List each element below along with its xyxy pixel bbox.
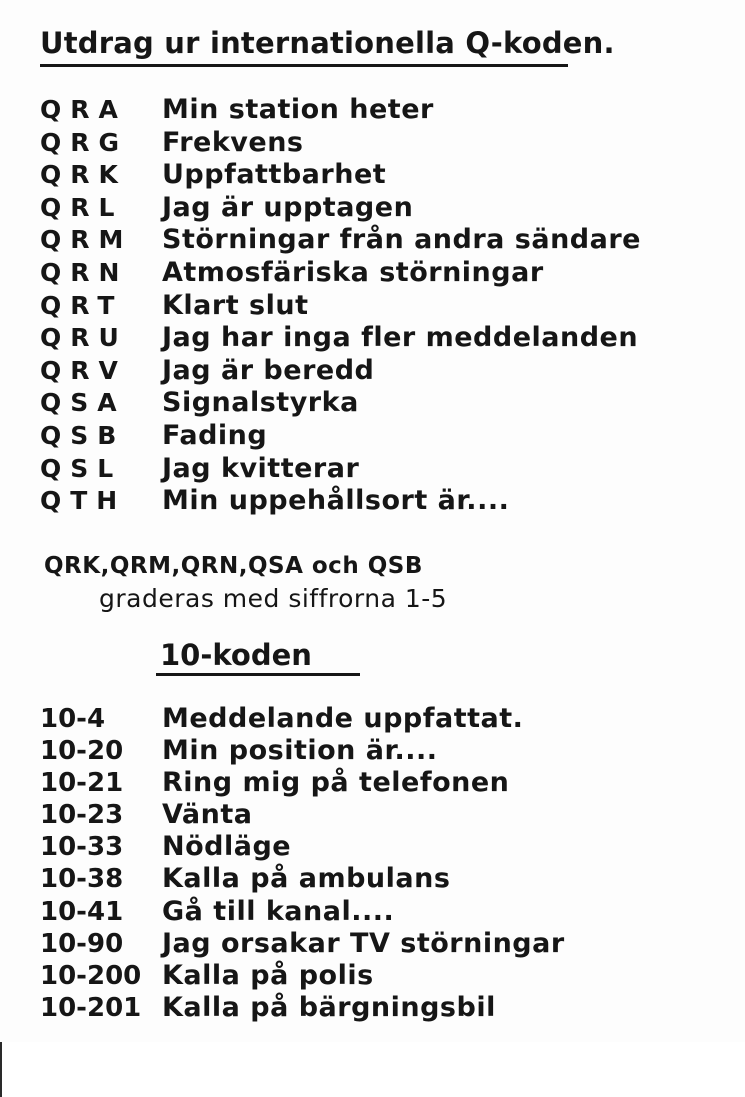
q-code-meaning: Jag är upptagen [162, 191, 414, 223]
ten-code: 10-200 [40, 960, 142, 991]
title-underline [40, 64, 568, 67]
q-code-meaning: Frekvens [162, 126, 304, 158]
ten-code-row [40, 992, 720, 1024]
q-code-meaning: Atmosfäriska störningar [162, 256, 544, 288]
q-code-row [40, 290, 720, 323]
q-code-row [40, 485, 720, 518]
q-code: QRL [40, 192, 124, 222]
ten-code-title-underline [156, 673, 360, 676]
q-code-meaning: Störningar från andra sändare [162, 224, 641, 256]
q-code-row [40, 159, 720, 192]
ten-code-row [40, 767, 720, 799]
q-code-list [40, 94, 720, 518]
q-code-row [40, 94, 720, 127]
ten-code-meaning: Min position är.... [162, 735, 438, 767]
q-code-meaning: Min uppehållsort är.... [162, 485, 510, 517]
q-code-meaning: Jag kvitterar [162, 452, 360, 484]
q-code-meaning: Fading [162, 419, 268, 451]
ten-code-row [40, 928, 720, 960]
q-code: QRM [40, 225, 133, 255]
q-code-meaning: Jag är beredd [162, 354, 375, 386]
q-code-meaning: Uppfattbarhet [162, 159, 387, 191]
q-code-meaning: Jag har inga fler meddelanden [162, 322, 639, 354]
q-code-row [40, 355, 720, 388]
q-code: QRU [40, 323, 128, 353]
ten-code-meaning: Nödläge [162, 831, 292, 863]
ten-code-row [40, 703, 720, 735]
q-code: QSA [40, 388, 126, 418]
ten-code-row [40, 960, 720, 992]
ten-code-meaning: Kalla på ambulans [162, 863, 451, 895]
ten-code: 10-38 [40, 864, 124, 895]
ten-code: 10-41 [40, 896, 124, 927]
ten-code-meaning: Kalla på polis [162, 959, 374, 991]
grading-note-codes: QRK,QRM,QRN,QSA och QSB [44, 553, 423, 579]
q-code-row [40, 192, 720, 225]
ten-code: 10-23 [40, 800, 124, 831]
q-code: QRK [40, 160, 127, 190]
ten-code-meaning: Jag orsakar TV störningar [162, 927, 565, 959]
q-code-row [40, 224, 720, 257]
q-code: QRT [40, 290, 124, 320]
q-code: QRV [40, 355, 127, 385]
q-code: QRN [40, 257, 129, 287]
ten-code-row [40, 896, 720, 928]
ten-code: 10-201 [40, 992, 142, 1023]
grading-note-text: graderas med siffrorna 1-5 [99, 584, 448, 613]
scan-edge-line [0, 1042, 2, 1097]
q-code: QRG [40, 127, 129, 157]
ten-code-row [40, 863, 720, 895]
q-code-meaning: Signalstyrka [162, 387, 359, 419]
ten-code: 10-20 [40, 736, 124, 767]
ten-code-meaning: Vänta [162, 799, 253, 831]
ten-code-meaning: Kalla på bärgningsbil [162, 991, 496, 1023]
q-code-row [40, 257, 720, 290]
q-code-row [40, 420, 720, 453]
ten-code: 10-4 [40, 704, 106, 734]
q-code-meaning: Min station heter [162, 94, 434, 125]
ten-code-row [40, 799, 720, 831]
q-code: QTH [40, 486, 127, 516]
ten-code-meaning: Ring mig på telefonen [162, 767, 510, 799]
q-code-row [40, 453, 720, 486]
q-code: QSB [40, 420, 126, 450]
q-code-row [40, 387, 720, 420]
ten-code-meaning: Meddelande uppfattat. [162, 703, 524, 734]
q-code: QSL [40, 453, 123, 483]
ten-code: 10-21 [40, 768, 124, 799]
ten-code: 10-90 [40, 928, 124, 959]
q-code-row [40, 127, 720, 160]
ten-code-row [40, 831, 720, 863]
ten-code-row [40, 735, 720, 767]
ten-code-meaning: Gå till kanal.... [162, 895, 395, 927]
q-code: QRA [40, 95, 127, 124]
ten-code-title: 10-koden [160, 638, 312, 672]
ten-code: 10-33 [40, 832, 124, 863]
page-title: Utdrag ur internationella Q-koden. [40, 26, 615, 60]
ten-code-list [40, 703, 720, 1024]
q-code-row [40, 322, 720, 355]
q-code-meaning: Klart slut [162, 289, 309, 321]
